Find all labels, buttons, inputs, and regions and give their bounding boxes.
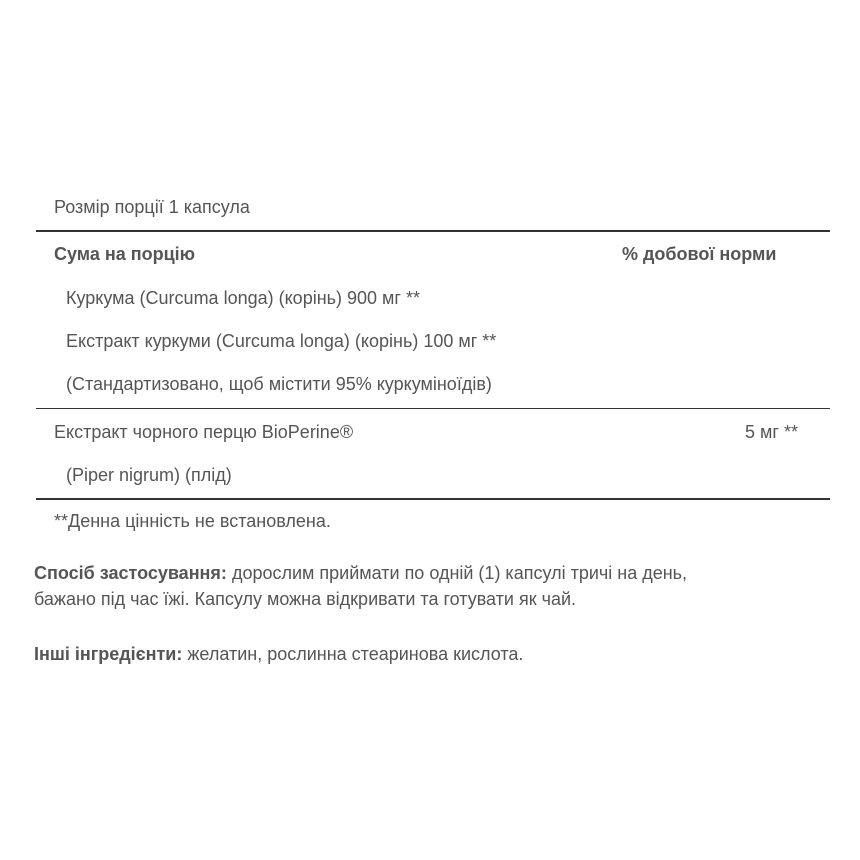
usage-line-1 (34, 562, 687, 584)
serving-size: Розмір порції 1 капсула (54, 197, 250, 217)
other-ingredients-text: желатин, рослинна стеаринова кислота. (182, 644, 524, 664)
row-divider (36, 408, 830, 409)
footer-divider (36, 498, 830, 500)
usage-label: Спосіб застосування: (34, 563, 227, 583)
other-ingredients-label: Інші інгредієнти: (34, 644, 183, 664)
other-ingredients-line (34, 643, 523, 665)
black-pepper-amount: 5 мг ** (745, 422, 798, 442)
ingredient-row-standardized: (Стандартизовано, щоб містити 95% куркуміноїдів) (66, 374, 492, 394)
usage-line-2: бажано під час їжі. Капсулу можна відкривати та готувати як чай. (34, 589, 577, 609)
daily-value-header: % добової норми (622, 244, 777, 264)
ingredient-row-turmeric: Куркума (Curcuma longa) (корінь) 900 мг ** (66, 288, 420, 308)
usage-text-1: дорослим приймати по одній (1) капсулі тричі на день, (226, 563, 688, 583)
ingredient-row-turmeric-extract: Екстракт куркуми (Curcuma longa) (корінь) 100 мг ** (66, 331, 497, 351)
amount-per-serving-header: Сума на порцію (54, 244, 196, 264)
ingredient-row-piper-nigrum: (Piper nigrum) (плід) (66, 465, 232, 485)
ingredient-row-black-pepper: Екстракт чорного перцю BioPerine® (54, 422, 354, 442)
header-divider (36, 230, 830, 232)
footnote: **Денна цінність не встановлена. (54, 511, 331, 531)
